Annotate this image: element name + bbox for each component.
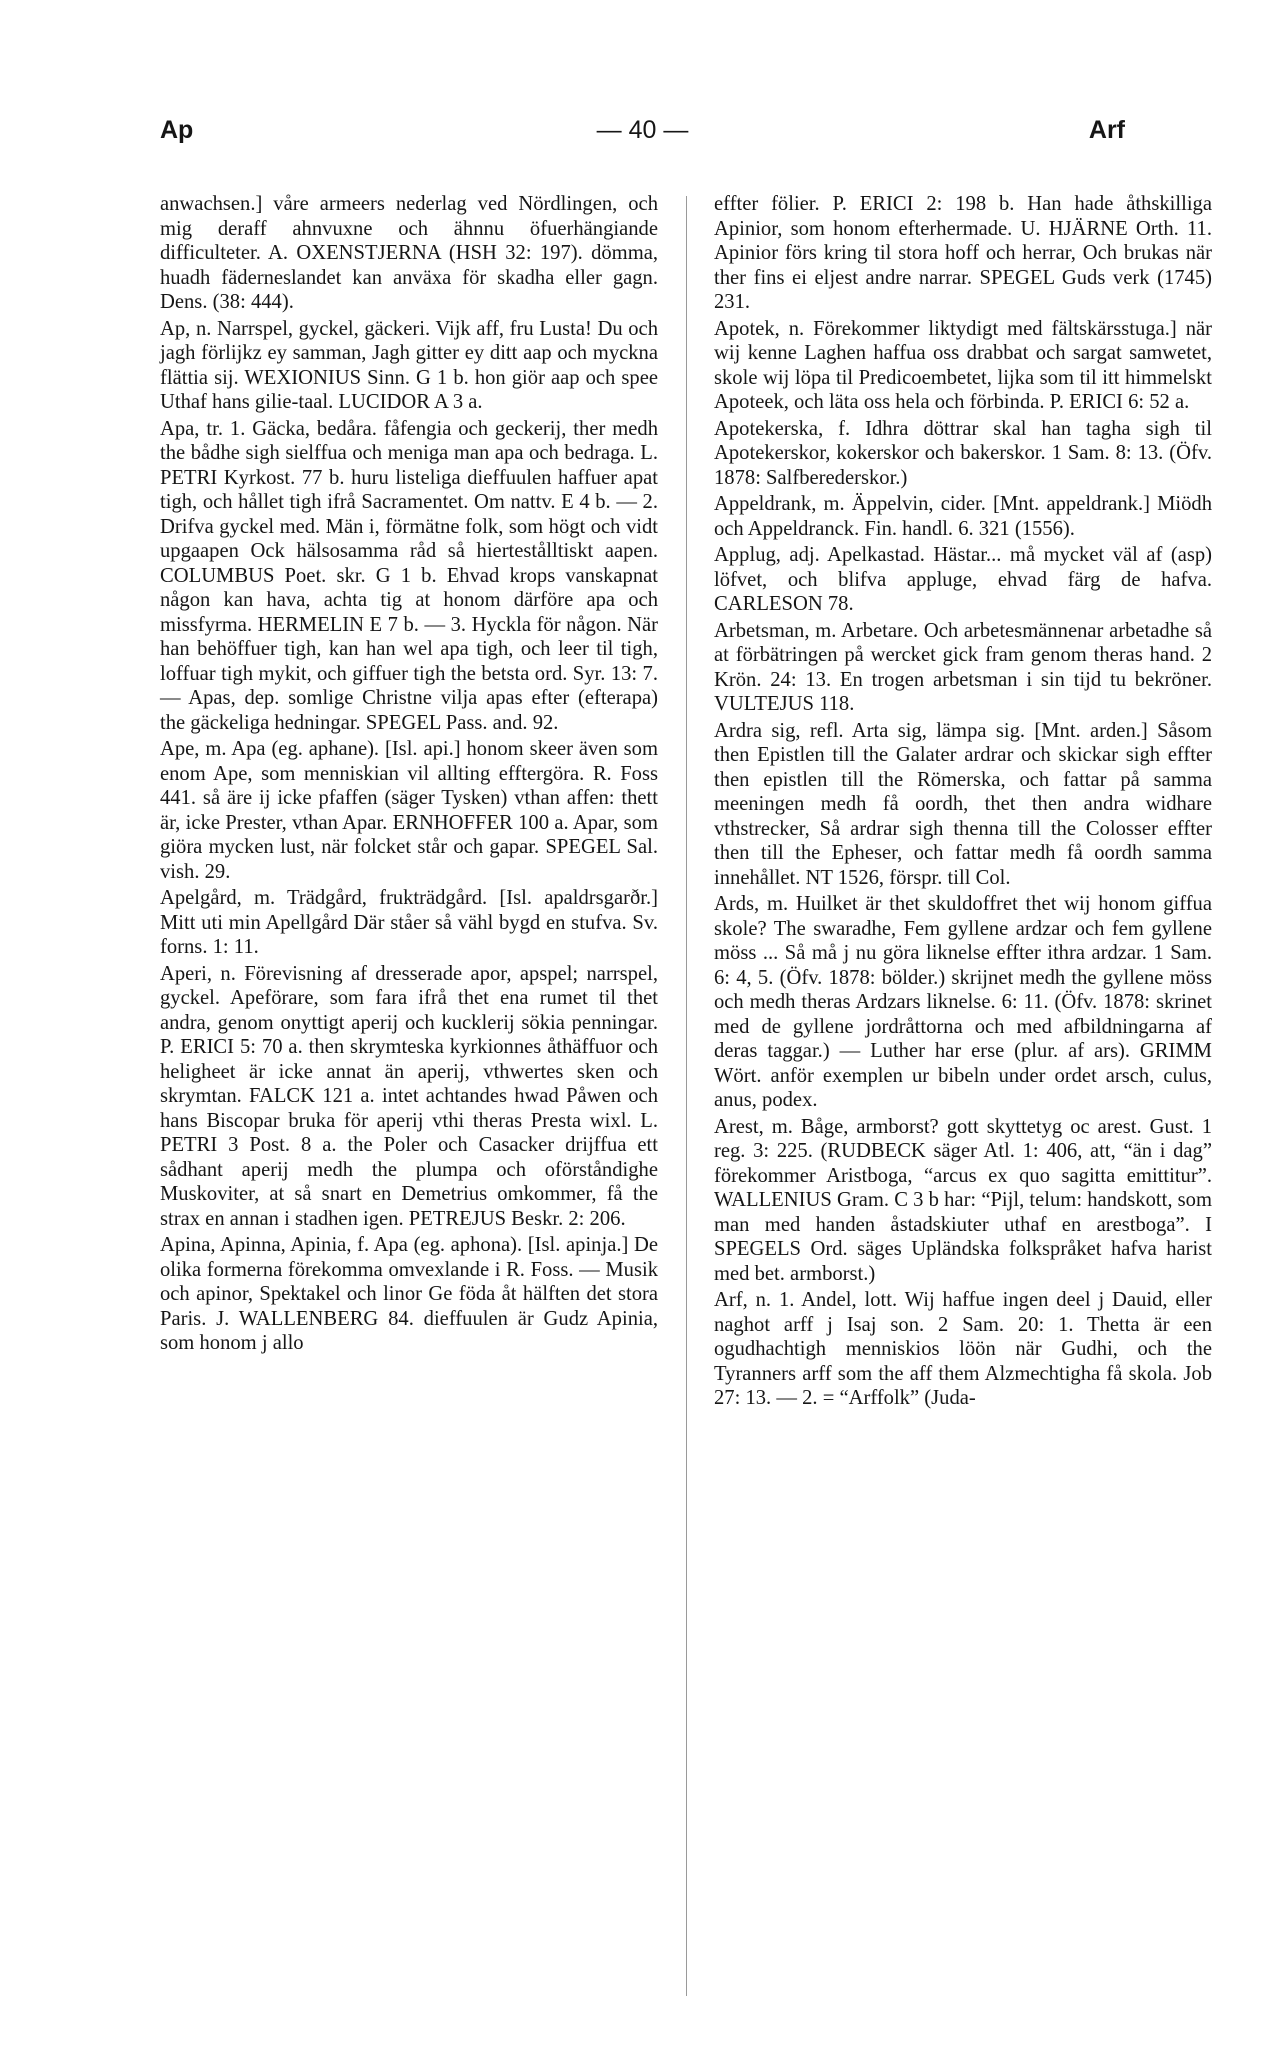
left-column xyxy=(160,192,658,1358)
right-entry-10: Arf, n. 1. Andel, lott. Wij haffue ingen deel j Dauid, eller naghot arff j Isaj son. 2 Sam. 20: 1. Thetta är een ogudhachtigh menniskios löön när Gudhi, och the Tyranners arff som the aff them Alzmechtigha få skola. Job 27: 13. — 2. = “Arffolk” (Juda- xyxy=(714,1289,1212,1409)
right-entry-8: Ards, m. Huilket är thet skuldoffret thet wij honom giffua skole? The swaradhe, Fem gyllene ardzar och fem gyllene möss ... Så må j nu göra liknelse effter ithra ardzar. 1 Sam. 6: 4, 5. (Öfv. 1878: bölder.) skrijnet medh the gyllene möss och medh theras Ardzars liknelse. 6: 11. (Öfv. 1878: skrinet med de gyllene jordråttorna och med afbildningarna af deras taggar.) — Luther har erse (plur. af ars). GRIMM Wört. anför exemplen ur bibeln under ordet arsch, culus, anus, podex. xyxy=(714,893,1212,1111)
left-entry-2: Ap, n. Narrspel, gyckel, gäckeri. Vijk aff, fru Lusta! Du och jagh förlijkz ey samman, Jagh gitter ey ditt aap och myckna flättia sij. WEXIONIUS Sinn. G 1 b. hon giör aap och spee Uthaf hans gilie-taal. LUCIDOR A 3 a. xyxy=(160,317,658,413)
right-entry-2: Apotek, n. Förekommer liktydigt med fältskärsstuga.] när wij kenne Laghen haffua oss drabbat och sargat samwetet, skole wij löpa til Predicoembetet, lijka som til itt himmelskt Apoteek, och läta oss hela och förbinda. P. ERICI 6: 52 a. xyxy=(714,317,1212,413)
column-divider xyxy=(686,196,687,1996)
left-entry-6: Aperi, n. Förevisning af dresserade apor, apspel; narrspel, gyckel. Apeförare, som fara ifrå thet ena rumet til thet andra, genom onyttigt aperij och kucklerij sökia penningar. P. ERICI 5: 70 a. then skrymteska kyrkionnes åthäffuor och heligheet är icke annat än aperij, vthwertes sken och skrymtan. FALCK 121 a. intet achtandes hwad Påwen och hans Biscopar bruka för aperij vthi theras Presta wixl. L. PETRI 3 Post. 8 a. the Poler och Casacker drijffua ett sådhant aperij medh the plumpa och oförståndighe Muskoviter, at så snart en Demetrius omkommer, få the strax en annan i stadhen igen. PETREJUS Beskr. 2: 206. xyxy=(160,962,658,1230)
right-entry-7: Ardra sig, refl. Arta sig, lämpa sig. [Mnt. arden.] Såsom then Epistlen till the Galater ardrar och skickar sigh effter then epistlen till the Römerska, och fattar på samma meeningen medh få oordh, thet then andra widhare vthstrecker, Så ardrar sigh thenna till the Colosser effter then till the Epheser, och fattar medh få oordh samma innehållet. NT 1526, förspr. till Col. xyxy=(714,719,1212,889)
right-entry-1: effter fölier. P. ERICI 2: 198 b. Han hade åthskilliga Apinior, som honom efterhermade. U. HJÄRNE Orth. 11. Apinior förs kring til stora hoff och herrar, Och brukas när ther fins ei eljest andre narrar. SPEGEL Guds verk (1745) 231. xyxy=(714,193,1212,313)
left-entry-1: anwachsen.] våre armeers nederlag ved Nördlingen, och mig deraff ahnvuxne och ähnnu öfuerhängiande difficulteter. A. OXENSTJERNA (HSH 32: 197). dömma, huadh fäderneslandet kan anväxa för skadha eller gagn. Dens. (38: 444). xyxy=(160,193,658,313)
right-entry-6: Arbetsman, m. Arbetare. Och arbetesmännenar arbetadhe så at förbätringen på wercket gick fram genom theras hand. 2 Krön. 24: 13. En trogen arbetsman i sin tijd tu bekröner. VULTEJUS 118. xyxy=(714,619,1212,715)
header-left-word: Ap xyxy=(160,116,194,144)
left-entry-4: Ape, m. Apa (eg. aphane). [Isl. api.] honom skeer även som enom Ape, som menniskian vil allting efftergöra. R. Foss 441. så äre ij icke pfaffen (säger Tysken) vthan affen: thett är, icke Prester, vthan Apar. ERNHOFFER 100 a. Apar, som giöra mycken lust, när folcket står och gapar. SPEGEL Sal. vish. 29. xyxy=(160,738,658,883)
left-entry-5: Apelgård, m. Trädgård, frukträdgård. [Isl. apaldrsgarðr.] Mitt uti min Apellgård Där ståer så vähl bygd en stufva. Sv. forns. 1: 11. xyxy=(160,887,658,958)
page-header xyxy=(0,116,1285,152)
header-right-word: Arf xyxy=(1088,116,1125,144)
right-entry-5: Applug, adj. Apelkastad. Hästar... må mycket väl af (asp) löfvet, och blifva appluge, ehvad färg de hafva. CARLESON 78. xyxy=(714,544,1212,615)
left-entry-3: Apa, tr. 1. Gäcka, bedåra. fåfengia och geckerij, ther medh the bådhe sigh sielffua och meniga man apa och bedraga. L. PETRI Kyrkost. 77 b. huru listeliga dieffuulen haffuer apat tigh, och hållet tigh ifrå Sacramentet. Om nattv. E 4 b. — 2. Drifva gyckel med. Män i, förmätne folk, som högt och vidt upgaapen Ock hälsosamma råd så hiertestålltiskt aapen. COLUMBUS Poet. skr. G 1 b. Ehvad krops vanskapnat någon kan hava, achta tig at honom därföre apa och missfyrma. HERMELIN E 7 b. — 3. Hyckla för någon. När han behöffuer tigh, kan han wel apa tigh, och leer til tigh, loffuar tigh mykit, och giffuer tigh the betsta ord. Syr. 13: 7. — Apas, dep. somlige Christne vilja apas efter (efterapa) the gäckeliga hedningar. SPEGEL Pass. and. 92. xyxy=(160,417,658,734)
right-column xyxy=(714,192,1212,1413)
right-entry-9: Arest, m. Båge, armborst? gott skyttetyg oc arest. Gust. 1 reg. 3: 225. (RUDBECK säger Atl. 1: 406, att, “än i dag” förekommer Aristboga, “arcus ex quo sagitta emittitur”. WALLENIUS Gram. C 3 b har: “Pijl, telum: handskott, som man med handen åstadskiuter uthaf en arestboga”. I SPEGELS Ord. säges Upländska folkspråket hafva harist med bet. armborst.) xyxy=(714,1115,1212,1285)
page-number: — 40 — xyxy=(596,116,689,144)
left-entry-7: Apina, Apinna, Apinia, f. Apa (eg. aphona). [Isl. apinja.] De olika formerna förekomma omvexlande i R. Foss. — Musik och apinor, Spektakel och linor Ge föda åt hälften det stora Paris. J. WALLENBERG 84. dieffuulen är Gudz Apinia, som honom j allo xyxy=(160,1234,658,1354)
right-entry-3: Apotekerska, f. Idhra döttrar skal han tagha sigh til Apotekerskor, kokerskor och bakerskor. 1 Sam. 8: 13. (Öfv. 1878: Salfberederskor.) xyxy=(714,417,1212,489)
right-entry-4: Appeldrank, m. Äppelvin, cider. [Mnt. appeldrank.] Miödh och Appeldranck. Fin. handl. 6. 321 (1556). xyxy=(714,493,1212,540)
